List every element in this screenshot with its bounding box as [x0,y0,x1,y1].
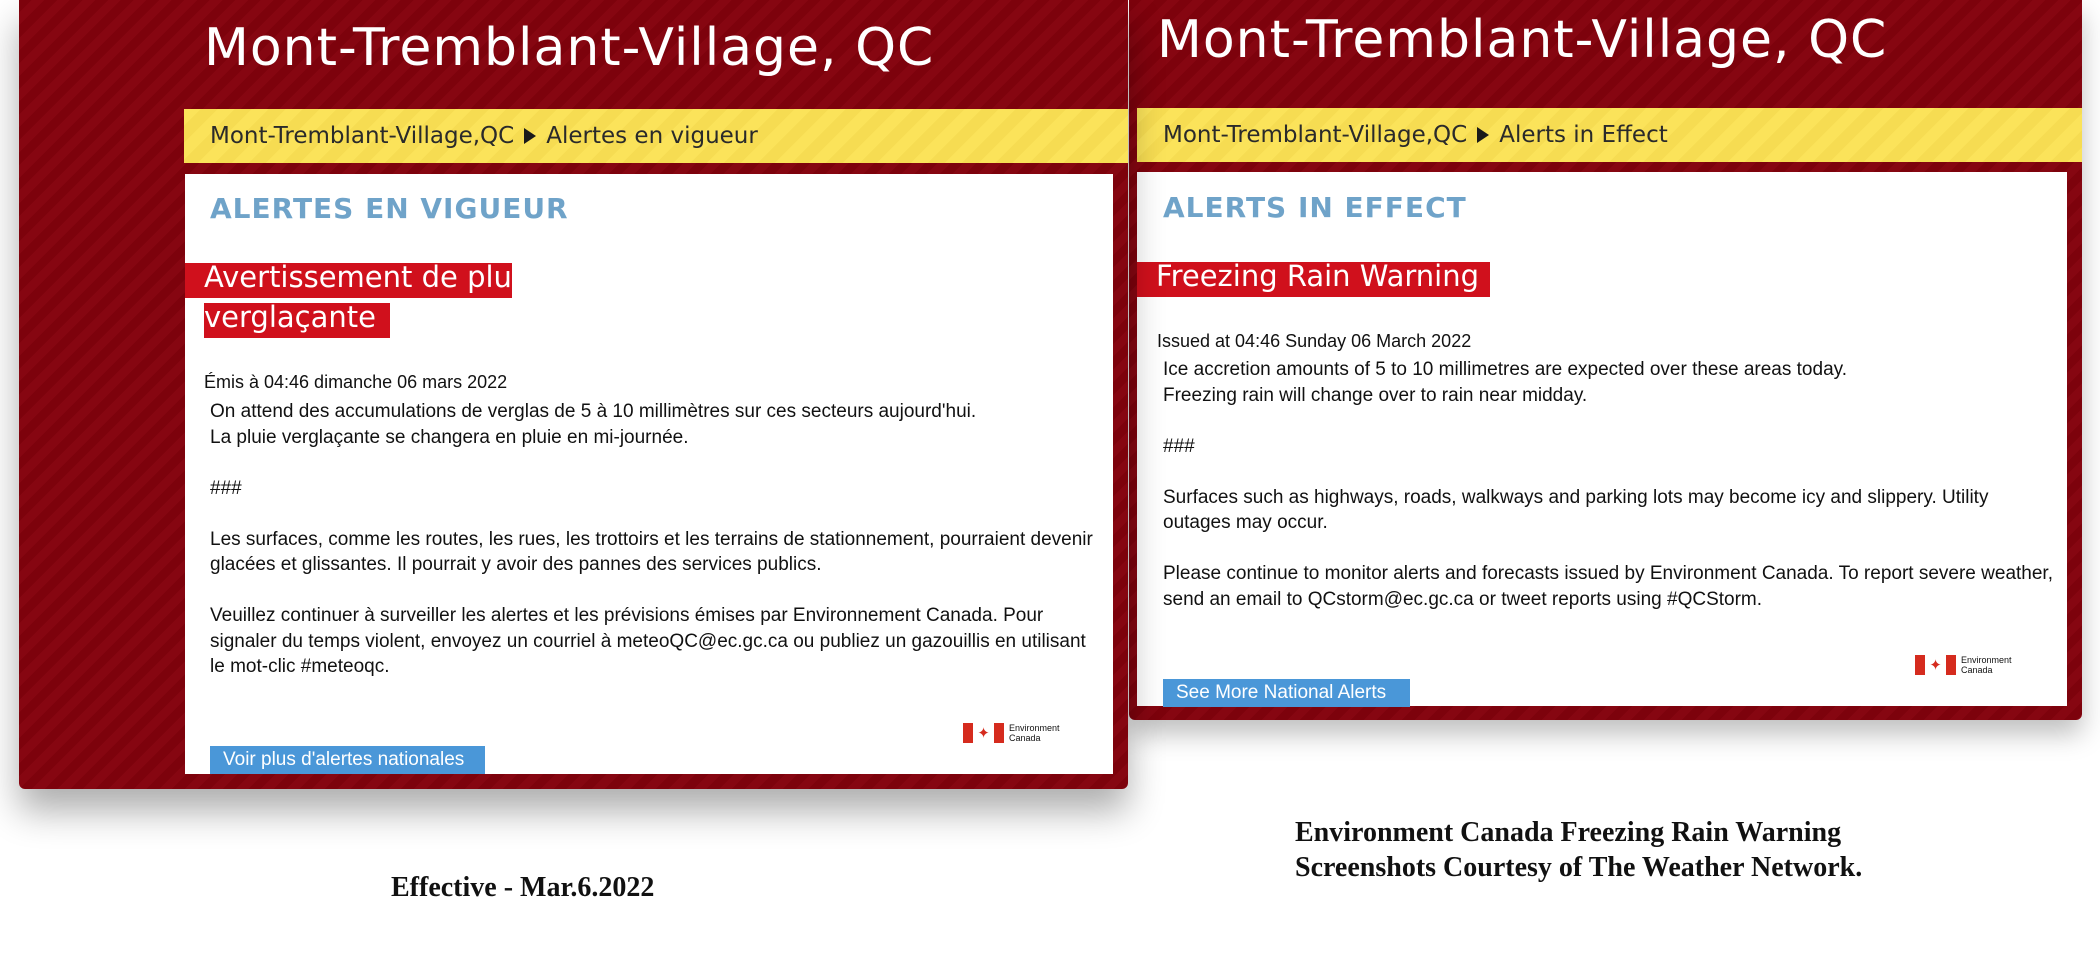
issued-time: Émis à 04:46 dimanche 06 mars 2022 [204,372,508,392]
page-title: Mont-Tremblant-Village, QC [204,18,935,78]
alert-paragraph: Please continue to monitor alerts and forecasts issued by Environment Canada. To report severe weather, send an email to QCstorm@ec.gc.ca or tweet reports using #QCStorm. [1163,563,2053,610]
alert-body [1163,357,2068,638]
alert-paragraph: Les surfaces, comme les routes, les rues, les trottoirs et les terrains de stationnement, pourraient devenir glacées et glissantes. Il pourrait y avoir des pannes des services publics. [210,528,1093,575]
environment-canada-logo: ✦ Environment Canada [963,723,1060,743]
alert-paragraph: ### [210,477,242,499]
maple-leaf-icon: ✦ [963,723,1004,743]
alert-paragraph: ### [1163,435,1195,457]
breadcrumb-location-link[interactable]: Mont-Tremblant-Village,QC [210,123,515,149]
more-national-alerts-button[interactable]: Voir plus d'alertes nationales [210,746,485,774]
english-alert-panel [1129,0,2082,720]
alert-paragraph: Ice accretion amounts of 5 to 10 millimetres are expected over these areas today. Freezing rain will change over to rain near midday. [1163,359,1847,406]
caption-effective-date: Effective - Mar.6.2022 [391,872,655,903]
breadcrumb-location-link[interactable]: Mont-Tremblant-Village,QC [1163,122,1468,148]
more-national-alerts-button[interactable]: See More National Alerts [1163,679,1410,707]
warning-title: Avertissement de pluie [204,260,538,294]
section-heading: ALERTES EN VIGUEUR [210,192,569,225]
french-alert-panel [19,0,1128,789]
triangle-right-icon [1477,127,1489,143]
warning-title: verglaçante [204,300,376,334]
section-heading: ALERTS IN EFFECT [1163,191,1467,224]
warning-title: Freezing Rain Warning [1156,259,1479,293]
breadcrumb-current: Alerts in Effect [1499,122,1668,148]
issued-time: Issued at 04:46 Sunday 06 March 2022 [1157,331,1472,351]
breadcrumb [184,109,1128,163]
triangle-right-icon [524,128,536,144]
environment-canada-logo: ✦ Environment Canada [1915,655,2012,675]
breadcrumb-current: Alertes en vigueur [546,123,758,149]
page-title: Mont-Tremblant-Village, QC [1157,10,1888,70]
alert-paragraph: On attend des accumulations de verglas de 5 à 10 millimètres sur ces secteurs aujourd'hui. La pluie verglaçante se changera en pluie en mi-journée. [210,401,977,448]
alert-paragraph: Veuillez continuer à surveiller les alertes et les prévisions émises par Environnement Canada. Pour signaler du temps violent, envoyez un courriel à meteoQC@ec.gc.ca ou publiez un gazouillis en utilisant le mot-clic #meteoqc. [210,605,1086,677]
caption-credit: Environment Canada Freezing Rain Warning Screenshots Courtesy of The Weather Network. [1295,817,1863,883]
alert-body [210,399,1110,705]
alert-paragraph: Surfaces such as highways, roads, walkways and parking lots may become icy and slippery. Utility outages may occur. [1163,486,1989,533]
breadcrumb [1137,108,2082,162]
maple-leaf-icon: ✦ [1915,655,1956,675]
